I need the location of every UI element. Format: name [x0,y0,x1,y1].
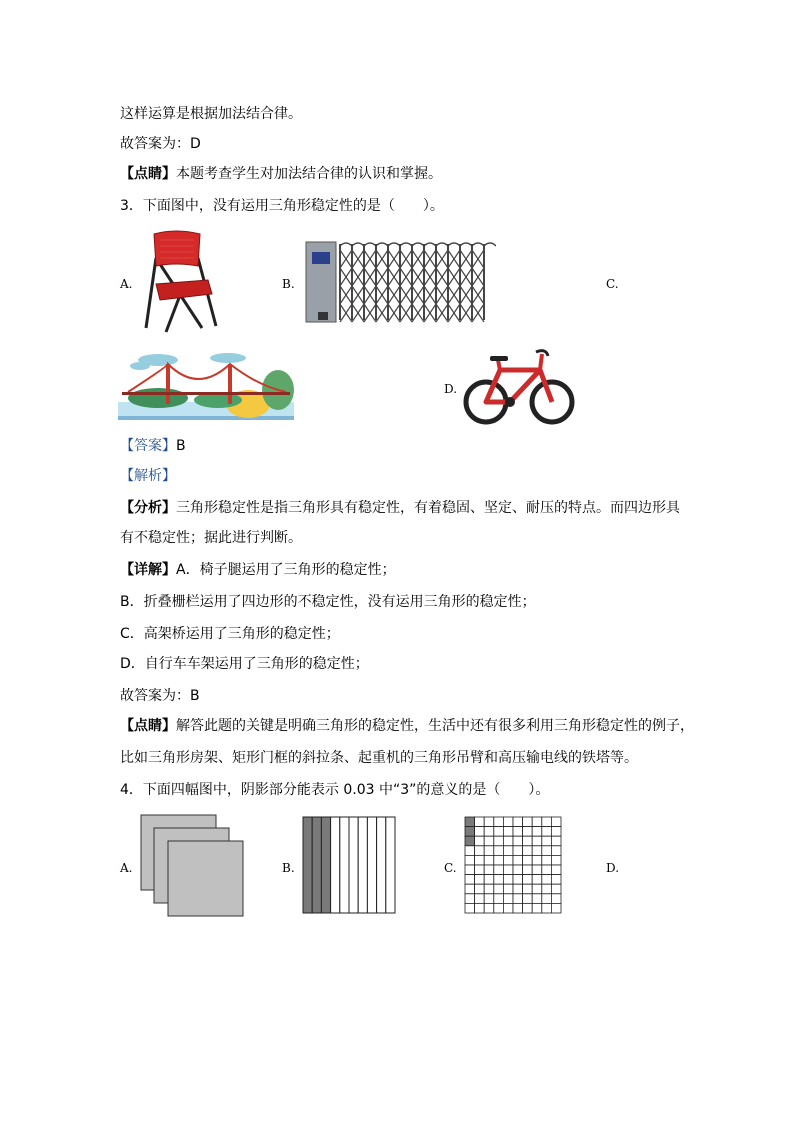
q4-option-b-label: B. [282,861,295,875]
q4-option-a-label: A. [120,861,133,875]
tenths-strip-cell [303,817,312,913]
tenths-strip-cell [358,817,367,913]
hundredths-grid-cell [551,875,561,885]
hundredths-grid-cell [494,903,504,913]
tenths-strip-cell [349,817,358,913]
hundredths-grid-cell [513,817,523,827]
hundredths-grid-cell [532,817,542,827]
detail-line-d: D．自行车车架运用了三角形的稳定性； [120,656,369,672]
tenths-strip-cell [321,817,330,913]
q3-option-a-label: A. [120,277,133,291]
hundredths-grid-cell [551,817,561,827]
hundredths-grid-cell [542,894,552,904]
hundredths-grid-cell [532,827,542,837]
hundredths-grid-cell [484,836,494,846]
hundredths-grid-cell [523,903,533,913]
q4-option-d-label: D. [606,861,620,875]
tenths-strip-cell [377,817,386,913]
hundredths-grid-cell [475,894,485,904]
hundredths-grid-cell [542,827,552,837]
hundredths-grid-cell [532,875,542,885]
hundredths-grid-cell [465,894,475,904]
hundredths-grid-cell [475,865,485,875]
tip-line-2 [120,716,694,736]
answer-summary-line: 故答案为：B [120,688,200,704]
analysis-line-2: 有不稳定性；据此进行判断。 [120,530,302,546]
hundredths-grid-cell [465,884,475,894]
tenths-strip-cell [331,817,340,913]
hundredths-grid-cell [494,894,504,904]
hundredths-grid-cell [542,846,552,856]
hundredths-grid-cell [523,817,533,827]
hundredths-grid-cell [523,846,533,856]
tip-line-1 [120,164,442,184]
hundredths-grid-cell [523,875,533,885]
stacked-squares-figure [140,814,246,918]
hundredths-grid-cell [542,884,552,894]
answer-line [120,436,186,456]
detail-line-b: B．折叠栅栏运用了四边形的不稳定性，没有运用三角形的稳定性； [120,594,536,610]
hundredths-grid-cell [551,903,561,913]
hundredths-grid-cell [551,884,561,894]
hundredths-grid-cell [523,836,533,846]
hundredths-grid-cell [542,855,552,865]
hundredths-grid-cell [503,875,513,885]
hundredths-grid-cell [484,884,494,894]
hundredths-grid-cell [542,865,552,875]
hundredths-grid-cell [503,884,513,894]
hundredths-grid-cell [494,817,504,827]
tenths-strip-cell [367,817,376,913]
hundredths-grid-cell [551,855,561,865]
answer-tag: 【答案】 [120,438,176,454]
tenths-strip-cell [386,817,395,913]
hundredths-grid-cell [513,903,523,913]
hundredths-grid-cell [494,836,504,846]
hundredths-grid-cell [532,865,542,875]
hundredths-grid-cell [513,894,523,904]
hundredths-grid-cell [484,827,494,837]
tip-tag: 【点睛】 [120,166,176,182]
hundredths-grid-cell [532,894,542,904]
hundredths-grid-cell [475,875,485,885]
hundredths-grid-cell [532,846,542,856]
hundredths-grid-cell [523,865,533,875]
hundredths-grid-cell [513,855,523,865]
hundredths-grid-cell [513,875,523,885]
q3-option-b-label: B. [282,277,295,291]
hundredths-grid-cell [523,884,533,894]
hundredths-grid-cell [484,903,494,913]
analysis-heading: 【解析】 [120,468,176,484]
hundredths-grid-cell [532,855,542,865]
hundredths-grid-cell [542,836,552,846]
hundredths-grid-cell [484,817,494,827]
hundredths-grid-cell [542,903,552,913]
hundredths-grid-cell [503,894,513,904]
hundredths-grid-cell [494,865,504,875]
hundredths-grid-cell [494,875,504,885]
analysis-text-1: 三角形稳定性是指三角形具有稳定性，有着稳固、坚定、耐压的特点。而四边形具 [176,500,680,516]
hundredths-grid-cell [494,846,504,856]
tip-tag-2: 【点睛】 [120,718,176,734]
hundredths-grid-cell [475,817,485,827]
hundredths-grid-cell [551,846,561,856]
hundredths-grid-cell [532,903,542,913]
hundredths-grid-cell [503,855,513,865]
tip-text: 本题考查学生对加法结合律的认识和掌握。 [176,166,442,182]
detail-tag: 【详解】 [120,562,176,578]
text-line-2: 故答案为：D [120,136,201,152]
hundredths-grid-cell [503,817,513,827]
hundredths-grid-cell [484,855,494,865]
bridge-icon [118,346,294,422]
tip-line-3: 比如三角形房架、矩形门框的斜拉条、起重机的三角形吊臂和高压输电线的铁塔等。 [120,750,638,766]
hundredths-grid-cell [484,875,494,885]
hundredths-grid-cell [475,855,485,865]
hundredths-grid-cell [494,827,504,837]
tip-text-2: 解答此题的关键是明确三角形的稳定性，生活中还有很多利用三角形稳定性的例子， [176,718,694,734]
folding-gate-icon [304,238,496,326]
detail-line-a [120,560,396,580]
answer-value: B [176,438,186,454]
hundredths-grid-cell [475,884,485,894]
hundredths-grid-cell [551,836,561,846]
question-3: 3．下面图中，没有运用三角形稳定性的是（ ）。 [120,198,444,214]
hundredths-grid-cell [532,836,542,846]
hundredths-grid-cell [523,855,533,865]
hundredths-grid-cell [503,846,513,856]
hundredths-grid-cell [551,894,561,904]
hundredths-grid-cell [484,894,494,904]
hundredths-grid-cell [503,865,513,875]
hundredths-grid-cell [465,903,475,913]
hundredths-grid-cell [475,827,485,837]
hundredths-grid-cell [513,884,523,894]
tenths-strip-cell [340,817,349,913]
hundredths-grid-cell [475,903,485,913]
hundredths-grid-cell [465,827,475,837]
hundredths-grid-cell [465,855,475,865]
hundredths-grid-figure [464,816,562,914]
hundredths-grid-cell [484,865,494,875]
hundredths-grid-cell [475,836,485,846]
hundredths-grid-cell [551,827,561,837]
hundredths-grid-cell [503,827,513,837]
hundredths-grid-cell [465,875,475,885]
hundredths-grid-cell [532,884,542,894]
hundredths-grid-cell [494,884,504,894]
hundredths-grid-cell [523,827,533,837]
bicycle-icon [462,346,576,428]
hundredths-grid-cell [542,875,552,885]
hundredths-grid-cell [465,846,475,856]
folding-chair-icon [142,228,220,336]
q3-option-d-label: D. [444,382,458,396]
hundredths-grid-cell [494,855,504,865]
q4-option-c-label: C. [444,861,457,875]
tenths-strip-cell [312,817,321,913]
text-line-1: 这样运算是根据加法结合律。 [120,106,302,122]
analysis-tag: 【分析】 [120,500,176,516]
hundredths-grid-cell [465,865,475,875]
hundredths-grid-cell [475,846,485,856]
hundredths-grid-cell [513,836,523,846]
hundredths-grid-cell [523,894,533,904]
hundredths-grid-cell [513,827,523,837]
hundredths-grid-cell [542,817,552,827]
hundredths-grid-cell [551,865,561,875]
hundredths-grid-cell [513,865,523,875]
q3-option-c-label: C. [606,277,619,291]
detail-text-a: A．椅子腿运用了三角形的稳定性； [176,562,396,578]
hundredths-grid-cell [465,817,475,827]
hundredths-grid-cell [484,846,494,856]
detail-line-c: C．高架桥运用了三角形的稳定性； [120,626,340,642]
hundredths-grid-cell [513,846,523,856]
hundredths-grid-cell [503,903,513,913]
hundredths-grid-cell [503,836,513,846]
hundredths-grid-cell [465,836,475,846]
tenths-strip-figure [302,816,396,914]
analysis-line-1 [120,498,680,518]
question-4: 4．下面四幅图中，阴影部分能表示 0.03 中“3”的意义的是（ ）。 [120,782,550,798]
